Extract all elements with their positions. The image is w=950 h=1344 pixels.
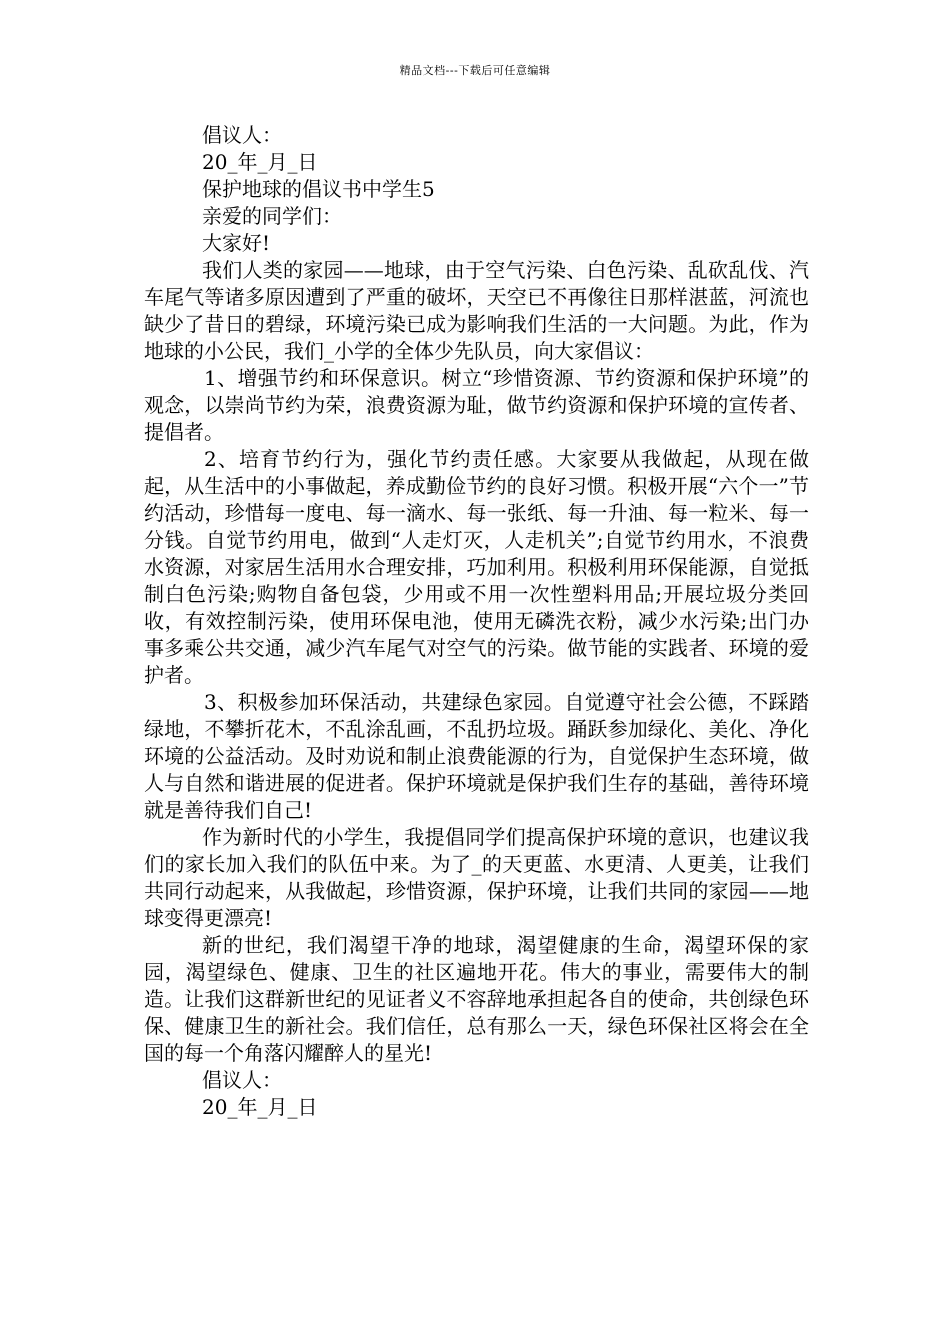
- proposal-item-3: 3、积极参加环保活动，共建绿色家园。自觉遵守社会公德，不踩踏绿地，不攀折花木，不乱涂乱画，不乱扔垃圾。踊跃参加绿化、美化、净化环境的公益活动。及时劝说和制止浪费能源的行为，自觉保护生态环境，做人与自然和谐进展的促进者。保护环境就是保护我们生存的基础，善待环境就是善待我们自己!: [144, 690, 809, 822]
- signature-label: 倡议人：: [202, 123, 282, 147]
- intro-paragraph: 我们人类的家园——地球，由于空气污染、白色污染、乱砍乱伐、汽车尾气等诸多原因遭到了严重的破坏，天空已不再像往日那样湛蓝，河流也缺少了昔日的碧绿，环境污染已成为影响我们生活的一大问题。为此，作为地球的小公民，我们_小学的全体少先队员，向大家倡议：: [144, 258, 809, 363]
- document-title: 保护地球的倡议书中学生5: [202, 177, 435, 201]
- proposal-item-2: 2、培育节约行为，强化节约责任感。大家要从我做起，从现在做起，从生活中的小事做起，养成勤俭节约的良好习惯。积极开展“六个一”节约活动，珍惜每一度电、每一滴水、每一张纸、每一升油、每一粒米、每一分钱。自觉节约用电，做到“人走灯灭，人走机关”;自觉节约用水，不浪费水资源，对家居生活用水合理安排，巧加利用。积极利用环保能源，自觉抵制白色污染;购物自备包袋，少用或不用一次性塑料用品;开展垃圾分类回收，有效控制污染，使用环保电池，使用无磷洗衣粉，减少水污染;出门办事多乘公共交通，减少汽车尾气对空气的污染。做节能的实践者、环境的爱护者。: [144, 447, 809, 687]
- document-body: [144, 122, 809, 1121]
- date-line: 20_年_月_日: [202, 150, 318, 174]
- call-paragraph: 作为新时代的小学生，我提倡同学们提高保护环境的意识，也建议我们的家长加入我们的队伍中来。为了_的天更蓝、水更清、人更美，让我们共同行动起来，从我做起，珍惜资源，保护环境，让我们共同的家园——地球变得更漂亮!: [144, 825, 809, 930]
- salutation: 亲爱的同学们：: [202, 204, 342, 228]
- greeting: 大家好!: [202, 231, 271, 255]
- proposal-item-1: 1、增强节约和环保意识。树立“珍惜资源、节约资源和保护环境”的观念，以崇尚节约为荣，浪费资源为耻，做节约资源和保护环境的宣传者、提倡者。: [144, 366, 809, 444]
- closing-paragraph: 新的世纪，我们渴望干净的地球，渴望健康的生命，渴望环保的家园，渴望绿色、健康、卫生的社区遍地开花。伟大的事业，需要伟大的制造。让我们这群新世纪的见证者义不容辞地承担起各自的使命，共创绿色环保、健康卫生的新社会。我们信任，总有那么一天，绿色环保社区将会在全国的每一个角落闪耀醉人的星光!: [144, 933, 809, 1065]
- signature-label-end: 倡议人：: [202, 1068, 282, 1092]
- date-line-end: 20_年_月_日: [202, 1095, 318, 1119]
- page-header: 精品文档---下载后可任意编辑: [399, 64, 551, 77]
